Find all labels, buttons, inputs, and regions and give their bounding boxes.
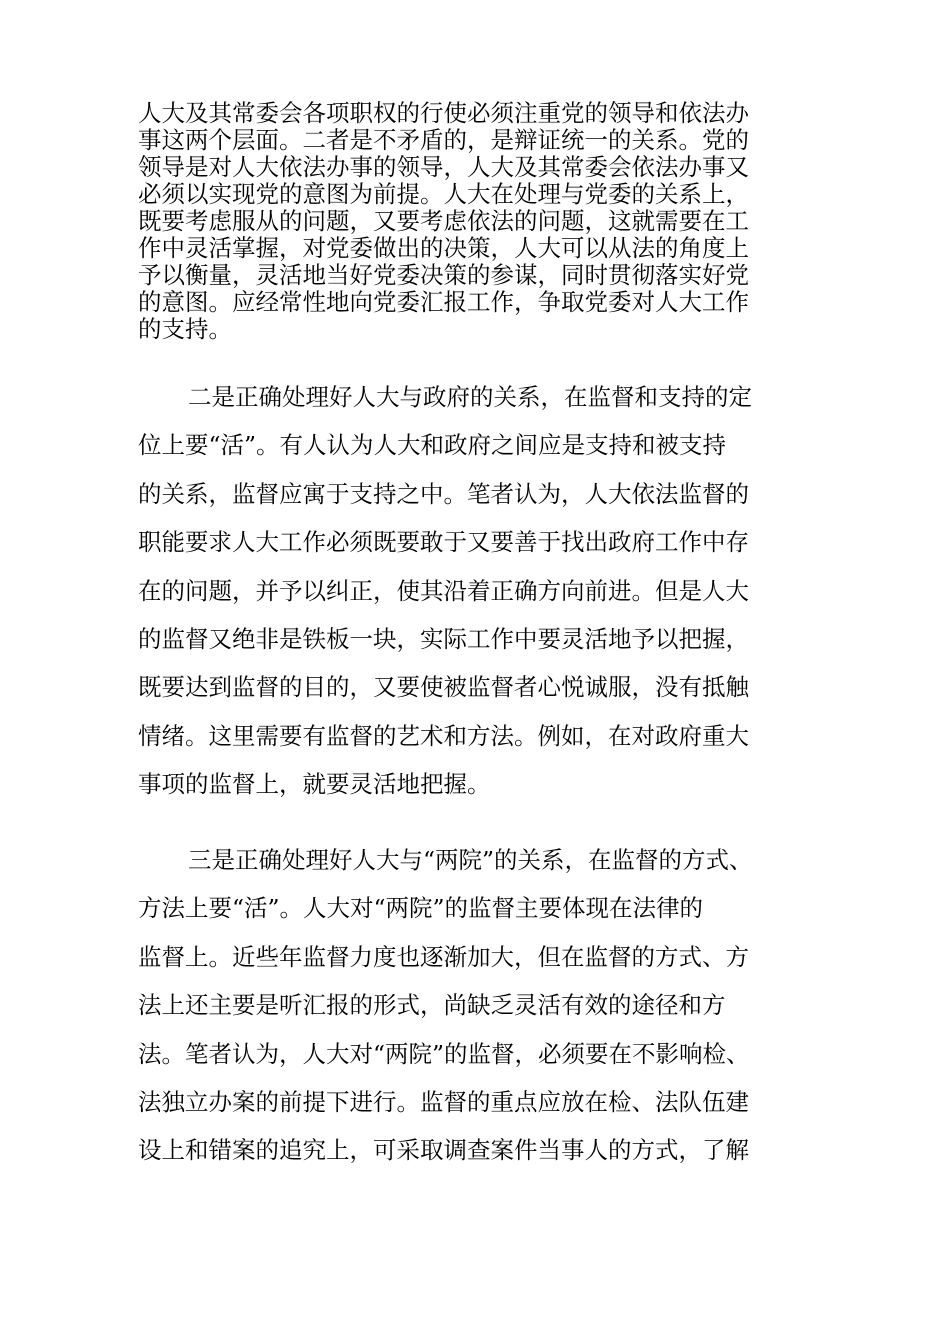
text-line: 在的问题，并予以纠正，使其沿着正确方向前进。但是人大 <box>138 576 749 605</box>
text-line: 法上还主要是听汇报的形式，尚缺乏灵活有效的途径和方 <box>138 991 726 1020</box>
text-line: 领导是对人大依法办事的领导，人大及其常委会依法办事又 <box>138 153 749 181</box>
text-line: 事项的监督上，就要灵活地把握。 <box>138 770 491 799</box>
text-line: 人大及其常委会各项职权的行使必须注重党的领导和依法办 <box>138 99 749 127</box>
text-line: 三是正确处理好人大与“两院”的关系，在监督的方式、 <box>188 846 753 874</box>
text-line: 作中灵活掌握，对党委做出的决策，人大可以从法的角度上 <box>138 234 749 262</box>
paragraph-party-leadership <box>138 100 818 343</box>
text-line: 的关系，监督应寓于支持之中。笔者认为，人大依法监督的 <box>138 479 749 508</box>
text-line: 情绪。这里需要有监督的艺术和方法。例如，在对政府重大 <box>138 721 749 750</box>
text-line: 的意图。应经常性地向党委汇报工作，争取党委对人大工作 <box>138 288 749 316</box>
text-line: 监督上。近些年监督力度也逐渐加大，但在监督的方式、方 <box>138 942 749 971</box>
text-line: 的支持。 <box>138 315 232 343</box>
text-line: 设上和错案的追究上，可采取调查案件当事人的方式，了解 <box>138 1136 749 1165</box>
text-line: 既要考虑服从的问题，又要考虑依法的问题，这就需要在工 <box>138 207 749 235</box>
text-line: 法。笔者认为，人大对“两院”的监督，必须要在不影响检、 <box>138 1039 750 1068</box>
text-line: 既要达到监督的目的，又要使被监督者心悦诚服，没有抵触 <box>138 673 749 702</box>
paragraph-government-relation <box>138 373 818 809</box>
text-line: 必须以实现党的意图为前提。人大在处理与党委的关系上， <box>138 180 749 208</box>
paragraph-two-courts-relation <box>138 836 818 1175</box>
text-line: 的监督又绝非是铁板一块，实际工作中要灵活地予以把握， <box>138 624 749 653</box>
text-line: 法独立办案的前提下进行。监督的重点应放在检、法队伍建 <box>138 1087 749 1116</box>
text-line: 职能要求人大工作必须既要敢于又要善于找出政府工作中存 <box>138 528 749 557</box>
text-line: 位上要“活”。有人认为人大和政府之间应是支持和被支持 <box>138 431 727 460</box>
text-line: 方法上要“活”。人大对“两院”的监督主要体现在法律的 <box>138 894 704 923</box>
text-line: 事这两个层面。二者是不矛盾的，是辩证统一的关系。党的 <box>138 126 749 154</box>
text-line: 二是正确处理好人大与政府的关系，在监督和支持的定 <box>188 383 752 411</box>
text-line: 予以衡量，灵活地当好党委决策的参谋，同时贯彻落实好党 <box>138 261 749 289</box>
